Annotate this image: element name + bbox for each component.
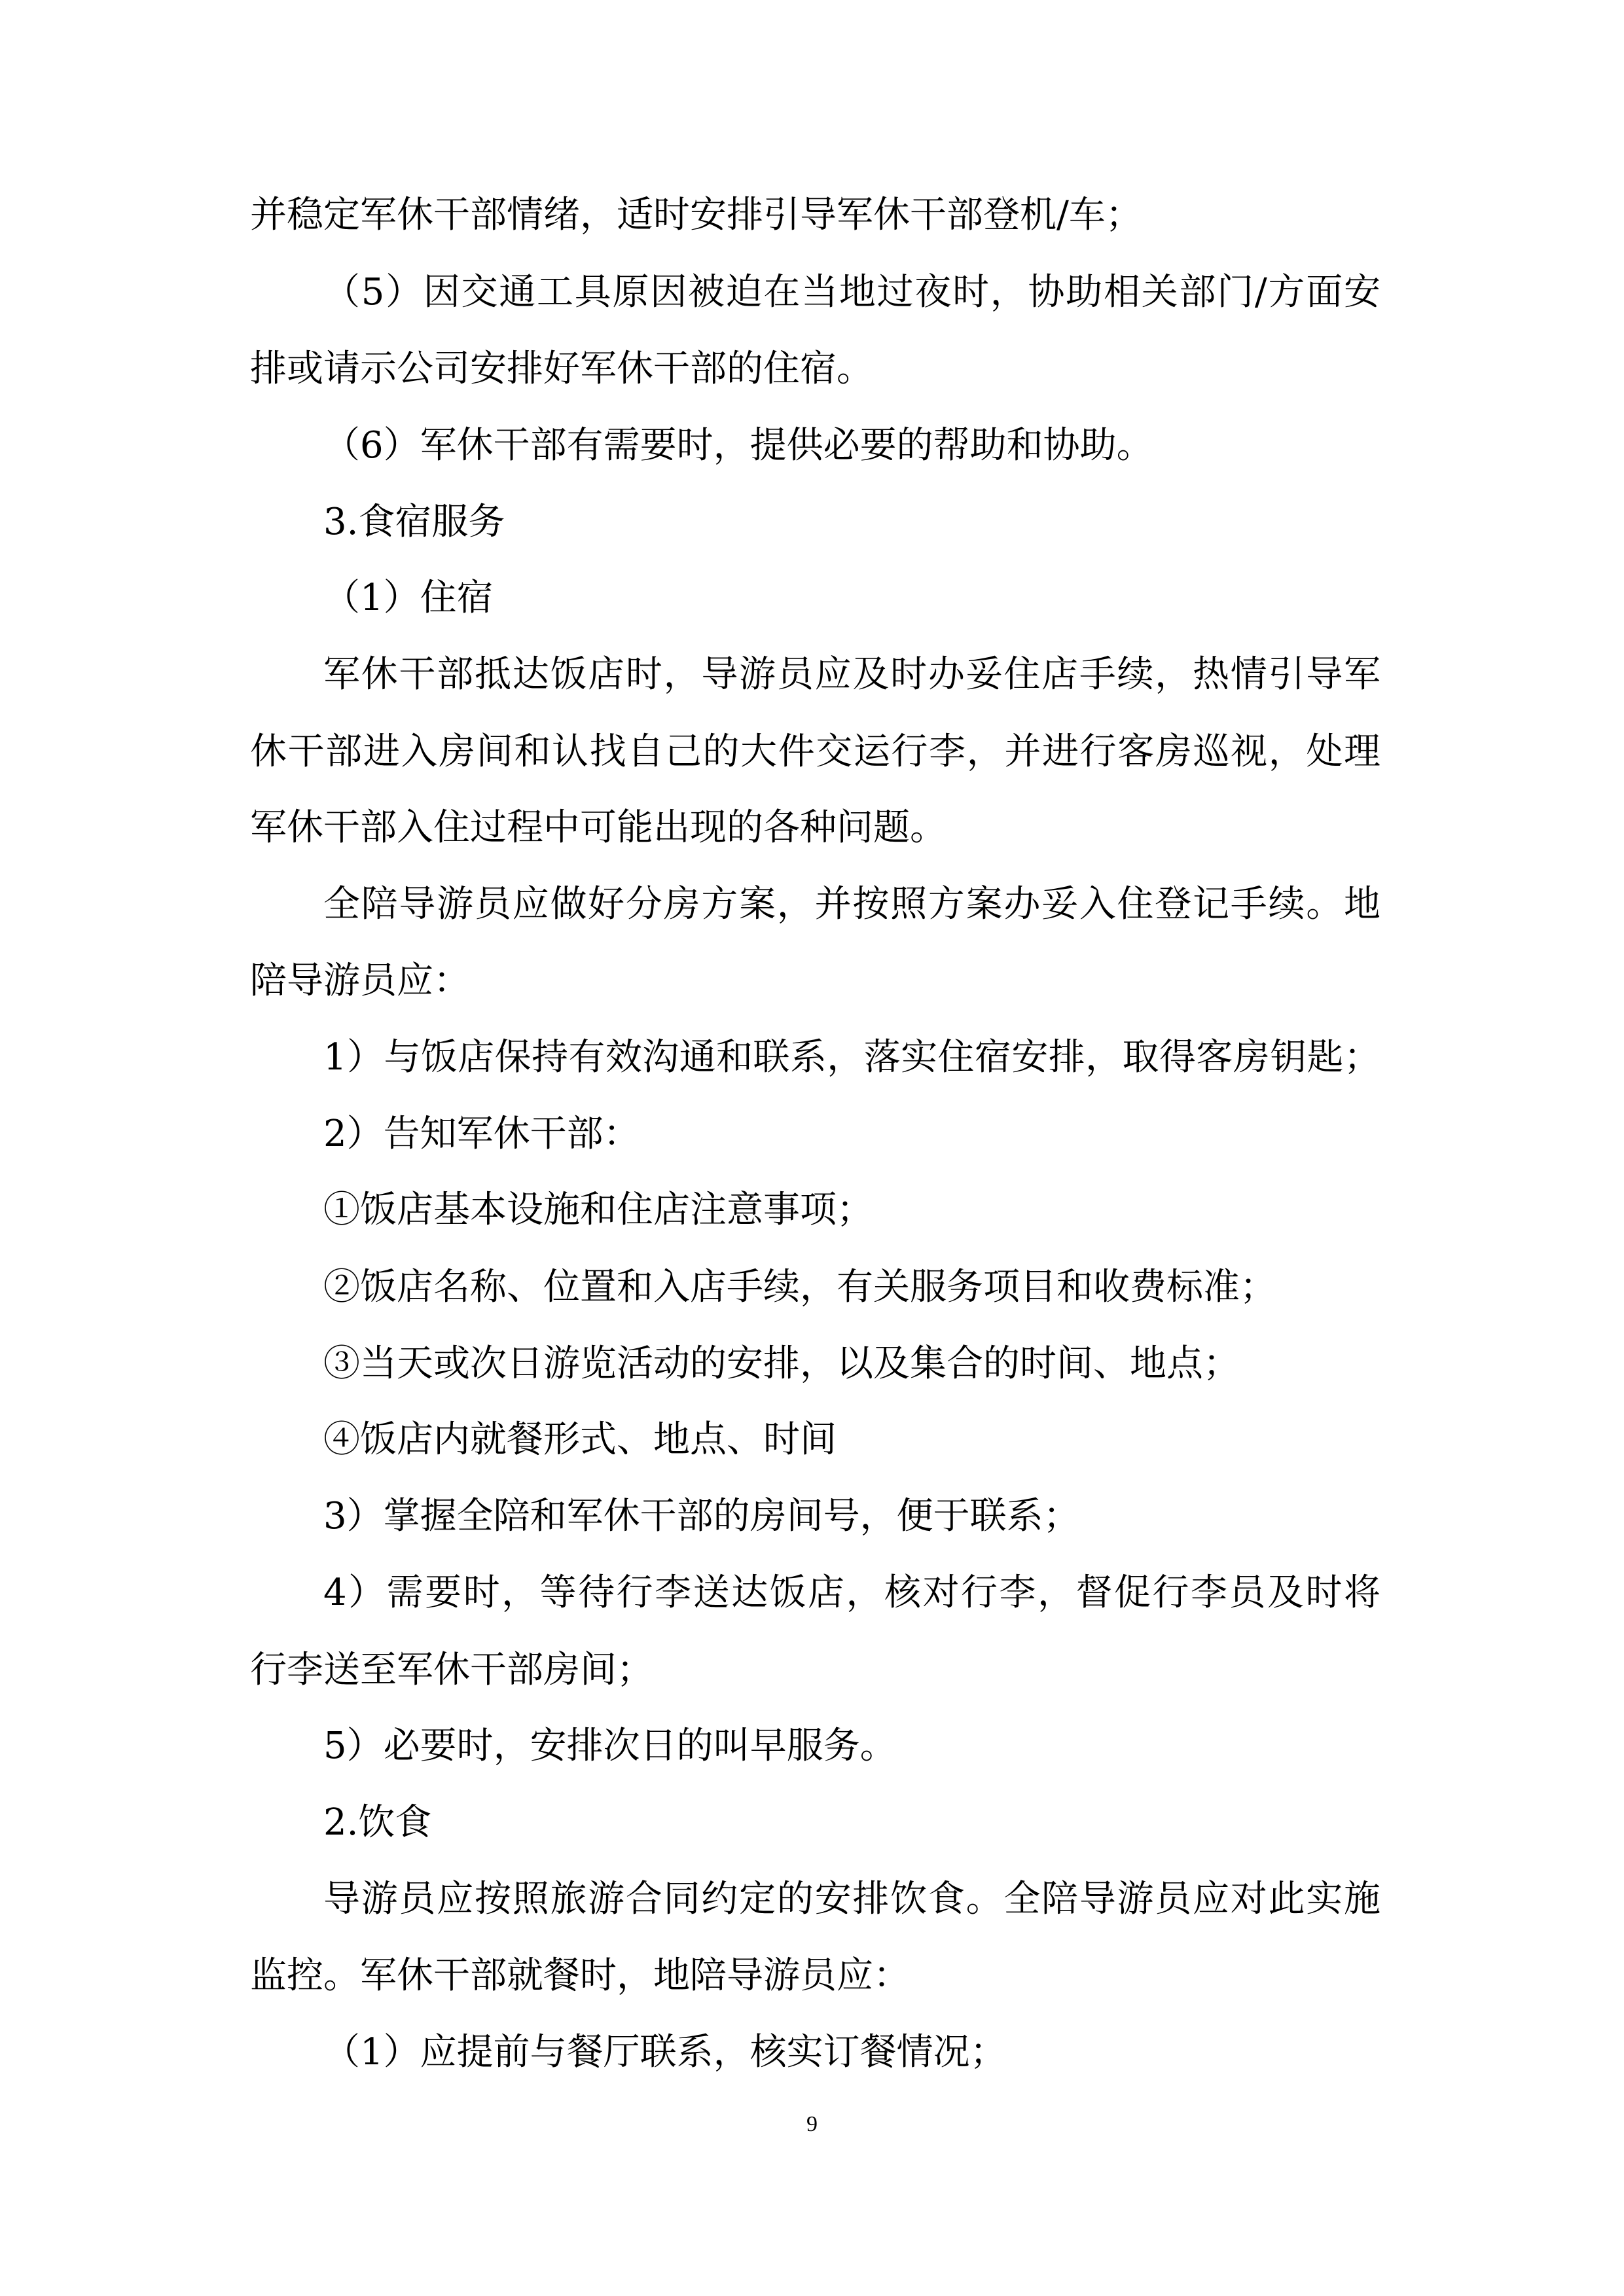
- list-item: ④饭店内就餐形式、地点、时间: [323, 1418, 837, 1461]
- text-line: 排或请示公司安排好军休干部的住宿。: [250, 348, 873, 390]
- list-item: 5）必要时，安排次日的叫早服务。: [323, 1725, 897, 1767]
- page-number: 9: [806, 2112, 818, 2136]
- list-item: ③当天或次日游览活动的安排，以及集合的时间、地点；: [323, 1342, 1240, 1385]
- text-line: （6）军休干部有需要时，提供必要的帮助和协助。: [323, 424, 1153, 467]
- text-line: 军休干部入住过程中可能出现的各种问题。: [250, 806, 947, 849]
- text-line: 行李送至军休干部房间；: [250, 1649, 653, 1691]
- list-item: 2）告知军休干部：: [323, 1113, 640, 1155]
- subsection-heading: 2.饮食: [323, 1801, 432, 1844]
- list-item: 1）与饭店保持有效沟通和联系，落实住宿安排，取得客房钥匙；: [323, 1036, 1380, 1079]
- text-line: 导游员应按照旅游合同约定的安排饮食。全陪导游员应对此实施: [323, 1878, 1380, 1920]
- list-item: （1）应提前与餐厅联系，核实订餐情况；: [323, 2031, 1007, 2073]
- text-line: 并稳定军休干部情绪，适时安排引导军休干部登机/车；: [250, 194, 1142, 236]
- text-line: 监控。军休干部就餐时，地陪导游员应：: [250, 1954, 910, 1997]
- subsection-heading: （1）住宿: [323, 577, 494, 619]
- list-item: 3）掌握全陪和军休干部的房间号，便于联系；: [323, 1495, 1080, 1537]
- text-line: 军休干部抵达饭店时，导游员应及时办妥住店手续，热情引导军: [323, 653, 1380, 696]
- list-item: ①饭店基本设施和住店注意事项；: [323, 1189, 873, 1231]
- text-line: 休干部进入房间和认找自己的大件交运行李，并进行客房巡视，处理: [250, 730, 1380, 773]
- section-heading: 3.食宿服务: [323, 501, 505, 543]
- text-line: 全陪导游员应做好分房方案，并按照方案办妥入住登记手续。地: [323, 883, 1380, 925]
- list-item: 4）需要时，等待行李送达饭店，核对行李，督促行李员及时将: [323, 1571, 1380, 1614]
- text-line: （5）因交通工具原因被迫在当地过夜时，协助相关部门/方面安: [323, 271, 1380, 314]
- list-item: ②饭店名称、位置和入店手续，有关服务项目和收费标准；: [323, 1266, 1276, 1308]
- text-line: 陪导游员应：: [250, 960, 470, 1002]
